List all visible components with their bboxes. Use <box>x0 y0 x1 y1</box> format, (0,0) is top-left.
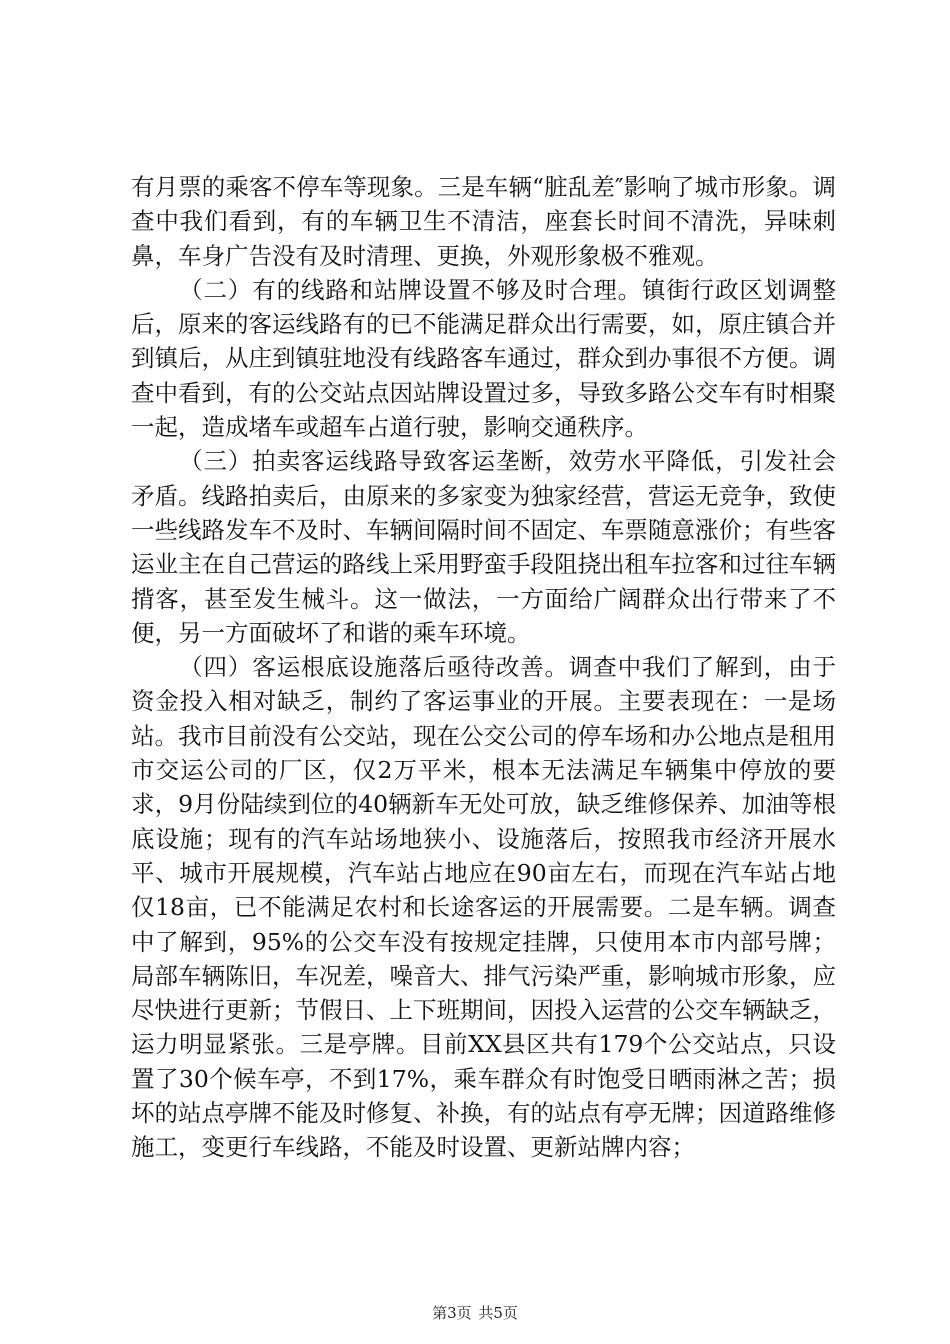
paragraph-section-2: （二）有的线路和站牌设置不够及时合理。镇街行政区划调整后，原来的客运线路有的已不能满足群众出行需要，如，原庄镇合并到镇后，从庄到镇驻地没有线路客车通过，群众到办事很不方便。调查中看到，有的公交站点因站牌设置过多，导致多路公交车有时相聚一起，造成堵车或超车占道行驶，影响交通秩序。 <box>131 275 836 442</box>
page-footer <box>0 1302 950 1323</box>
paragraph-continuation: 有月票的乘客不停车等现象。三是车辆“脏乱差″影响了城市形象。调查中我们看到，有的车辆卫生不清洁，座套长时间不清洗，异味刺鼻，车身广告没有及时清理、更换，外观形象极不雅观。 <box>131 173 836 270</box>
paragraph-section-3: （三）拍卖客运线路导致客运垄断，效劳水平降低，引发社会矛盾。线路拍卖后，由原来的多家变为独家经营，营运无竞争，致使一些线路发车不及时、车辆间隔时间不固定、车票随意涨价；有些客运业主在自己营运的路线上采用野蛮手段阻挠出租车拉客和过往车辆揹客，甚至发生械斗。这一做法，一方面给广阔群众出行带来了不便，另一方面破坏了和谐的乘车环境。 <box>131 447 836 647</box>
document-body <box>131 170 836 1165</box>
page-number: 第3页 <box>432 1304 472 1322</box>
paragraph-section-4: （四）客运根底设施落后亟待改善。调查中我们了解到，由于资金投入相对缺乏，制约了客运事业的开展。主要表现在：一是场站。我市目前没有公交站，现在公交公司的停车场和办公地点是租用市交运公司的厂区，仅2万平米，根本无法满足车辆集中停放的要求，9月份陆续到位的40辆新车无处可放，缺乏维修保养、加油等根底设施；现有的汽车站场地狭小、设施落后，按照我市经济开展水平、城市开展规模，汽车站占地应在90亩左右，而现在汽车站占地仅18亩，已不能满足农村和长途客运的开展需要。二是车辆。调查中了解到，95%的公交车没有按规定挂牌，只使用本市内部号牌；局部车辆陈旧，车况差，噪音大、排气污染严重，影响城市形象，应尽快进行更新；节假日、上下班期间，因投入运营的公交车辆缺乏，运力明显紧张。三是亭牌。目前XX县区共有179个公交站点，只设置了30个候车亭，不到17%，乘车群众有时饱受日晒雨淋之苦；损坏的站点亭牌不能及时修复、补换，有的站点有亭无牌；因道路维修施工，变更行车线路，不能及时设置、更新站牌内容； <box>131 653 836 1162</box>
page-total: 共5页 <box>478 1304 518 1322</box>
